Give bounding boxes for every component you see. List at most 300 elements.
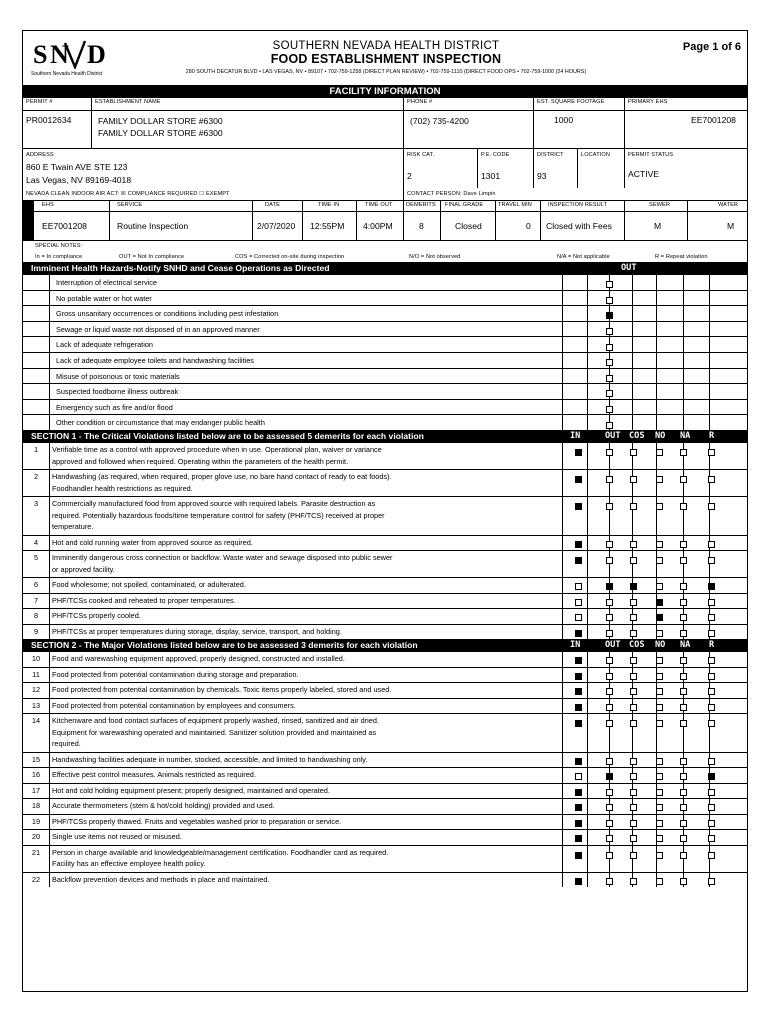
out-checkbox[interactable] <box>606 312 613 319</box>
district-number: 93 <box>537 171 547 181</box>
section1-cos-checkbox[interactable] <box>630 614 637 621</box>
section1-na-checkbox[interactable] <box>680 630 687 637</box>
svc-service: Routine Inspection <box>117 221 189 231</box>
section2-in-checkbox[interactable] <box>575 835 582 842</box>
section1-out-checkbox[interactable] <box>606 503 613 510</box>
column-divider <box>683 470 684 496</box>
section2-cos-checkbox[interactable] <box>630 789 637 796</box>
out-checkbox[interactable] <box>606 406 613 413</box>
item-number: 9 <box>33 626 39 636</box>
section1-col-in: IN <box>570 431 581 441</box>
section1-na-checkbox[interactable] <box>680 599 687 606</box>
column-divider <box>632 322 633 337</box>
section2-no-checkbox[interactable] <box>656 804 663 811</box>
item-text-line: or approved facility. <box>52 564 115 574</box>
column-divider <box>49 652 50 667</box>
item-text <box>52 846 562 870</box>
section2-na-checkbox[interactable] <box>680 804 687 811</box>
special-notes-row <box>23 240 747 251</box>
column-divider <box>562 353 563 368</box>
svc-ehs-label: EHS <box>42 202 54 208</box>
section1-na-checkbox[interactable] <box>680 557 687 564</box>
section1-out-checkbox[interactable] <box>606 449 613 456</box>
section2-r-checkbox[interactable] <box>708 820 715 827</box>
column-divider <box>587 536 588 551</box>
section1-row <box>23 577 747 593</box>
section1-cos-checkbox[interactable] <box>630 541 637 548</box>
section1-col-no: NO <box>655 431 666 441</box>
section2-cos-checkbox[interactable] <box>630 820 637 827</box>
section1-cos-checkbox[interactable] <box>630 449 637 456</box>
out-checkbox[interactable] <box>606 328 613 335</box>
column-divider <box>632 369 633 384</box>
section2-no-checkbox[interactable] <box>656 704 663 711</box>
item-number: 15 <box>31 754 41 764</box>
section1-na-checkbox[interactable] <box>680 503 687 510</box>
section2-r-checkbox[interactable] <box>708 704 715 711</box>
permit-number: PR0012634 <box>26 115 72 125</box>
column-divider <box>747 536 748 551</box>
section1-r-checkbox[interactable] <box>708 630 715 637</box>
item-text <box>52 652 562 665</box>
section1-in-checkbox[interactable] <box>575 599 582 606</box>
section2-out-checkbox[interactable] <box>606 657 613 664</box>
section2-r-checkbox[interactable] <box>708 878 715 885</box>
item-text <box>52 784 562 797</box>
item-number: 19 <box>31 816 41 826</box>
svc-travel-min-label: TRAVEL MIN <box>498 202 532 208</box>
section1-no-checkbox[interactable] <box>656 449 663 456</box>
column-divider <box>683 369 684 384</box>
item-text <box>52 683 562 696</box>
column-divider <box>562 753 563 768</box>
section1-no-checkbox[interactable] <box>656 583 663 590</box>
column-divider <box>587 400 588 415</box>
section2-out-checkbox[interactable] <box>606 673 613 680</box>
section2-cos-checkbox[interactable] <box>630 804 637 811</box>
svg-text:D: D <box>87 40 105 69</box>
item-text <box>52 609 562 622</box>
svg-text:N: N <box>50 40 69 69</box>
section1-out-checkbox[interactable] <box>606 583 613 590</box>
section2-r-checkbox[interactable] <box>708 720 715 727</box>
section2-cos-checkbox[interactable] <box>630 688 637 695</box>
section2-na-checkbox[interactable] <box>680 688 687 695</box>
item-text-line: Verifiable time as a control with approved procedure when in use. Operational plan, waiver or variance <box>52 445 382 454</box>
item-text <box>52 873 562 886</box>
section1-cos-checkbox[interactable] <box>630 599 637 606</box>
section2-no-checkbox[interactable] <box>656 835 663 842</box>
address-label: ADDRESS <box>26 152 54 158</box>
legend-r: R = Repeat violation <box>655 254 708 260</box>
column-divider <box>562 400 563 415</box>
column-divider <box>709 384 710 399</box>
section2-r-checkbox[interactable] <box>708 835 715 842</box>
section2-out-checkbox[interactable] <box>606 688 613 695</box>
section2-r-checkbox[interactable] <box>708 852 715 859</box>
section1-na-checkbox[interactable] <box>680 476 687 483</box>
section1-cos-checkbox[interactable] <box>630 503 637 510</box>
column-divider <box>747 337 748 352</box>
section1-out-checkbox[interactable] <box>606 614 613 621</box>
section1-row <box>23 442 747 469</box>
section1-na-checkbox[interactable] <box>680 541 687 548</box>
section2-r-checkbox[interactable] <box>708 789 715 796</box>
svc-final-grade: Closed <box>455 221 482 231</box>
item-text <box>52 578 562 591</box>
section2-in-checkbox[interactable] <box>575 704 582 711</box>
column-divider <box>562 784 563 799</box>
establishment-label: ESTABLISHMENT NAME <box>95 99 161 105</box>
section1-r-checkbox[interactable] <box>708 503 715 510</box>
item-text-line: Hot and cold holding equipment present; properly designed, maintained and operated. <box>52 785 330 795</box>
section2-cos-checkbox[interactable] <box>630 720 637 727</box>
section1-no-checkbox[interactable] <box>656 630 663 637</box>
section1-row <box>23 550 747 577</box>
column-divider <box>562 291 563 306</box>
column-divider <box>709 337 710 352</box>
column-divider <box>587 668 588 683</box>
section2-in-checkbox[interactable] <box>575 820 582 827</box>
imminent-item-text: Interruption of electrical service <box>56 278 157 287</box>
item-text-line: Kitchenware and food contact surfaces of equipment properly washed, rinsed, sanitized and air dried. <box>52 716 379 725</box>
section1-r-checkbox[interactable] <box>708 476 715 483</box>
section2-cos-checkbox[interactable] <box>630 852 637 859</box>
column-divider <box>49 768 50 783</box>
column-divider <box>587 768 588 783</box>
section2-r-checkbox[interactable] <box>708 758 715 765</box>
section1-r-checkbox[interactable] <box>708 599 715 606</box>
svc-water: M <box>727 221 735 231</box>
section1-no-checkbox[interactable] <box>656 614 663 621</box>
column-divider <box>656 384 657 399</box>
clean-air-act: NEVADA CLEAN INDOOR AIR ACT: ☒ COMPLIANCE REQUIRED ☐ EXEMPT <box>26 191 230 197</box>
column-divider <box>562 275 563 290</box>
item-number: 18 <box>31 801 41 810</box>
svc-water-label: WATER <box>718 202 739 208</box>
section2-in-checkbox[interactable] <box>575 688 582 695</box>
section1-na-checkbox[interactable] <box>680 614 687 621</box>
section2-row <box>23 872 747 888</box>
section2-out-checkbox[interactable] <box>606 835 613 842</box>
column-divider <box>49 337 50 352</box>
section1-cos-checkbox[interactable] <box>630 557 637 564</box>
item-number: 22 <box>31 874 41 884</box>
column-divider <box>587 625 588 640</box>
item-text-line: Backflow prevention devices and methods in place and maintained. <box>52 874 270 884</box>
section2-in-checkbox[interactable] <box>575 789 582 796</box>
column-divider <box>656 322 657 337</box>
section1-out-checkbox[interactable] <box>606 476 613 483</box>
section2-r-checkbox[interactable] <box>708 773 715 780</box>
section2-na-checkbox[interactable] <box>680 820 687 827</box>
section2-cos-checkbox[interactable] <box>630 704 637 711</box>
column-divider <box>562 668 563 683</box>
section1-in-checkbox[interactable] <box>575 614 582 621</box>
column-divider <box>709 551 710 577</box>
item-text <box>52 815 562 828</box>
out-checkbox[interactable] <box>606 281 613 288</box>
section2-out-checkbox[interactable] <box>606 820 613 827</box>
column-divider <box>683 275 684 290</box>
column-divider <box>49 322 50 337</box>
section1-in-checkbox[interactable] <box>575 476 582 483</box>
section1-cos-checkbox[interactable] <box>630 476 637 483</box>
imminent-row <box>23 352 747 368</box>
section2-cos-checkbox[interactable] <box>630 673 637 680</box>
column-divider <box>49 353 50 368</box>
section2-na-checkbox[interactable] <box>680 789 687 796</box>
section1-cos-checkbox[interactable] <box>630 583 637 590</box>
imminent-item-text: Sewage or liquid waste not disposed of in an approved manner <box>56 324 260 334</box>
section1-in-checkbox[interactable] <box>575 630 582 637</box>
section2-r-checkbox[interactable] <box>708 673 715 680</box>
special-notes-label: SPECIAL NOTES: <box>35 243 83 249</box>
column-divider <box>683 306 684 321</box>
item-text <box>52 551 562 575</box>
section2-in-checkbox[interactable] <box>575 852 582 859</box>
column-divider <box>587 353 588 368</box>
section1-no-checkbox[interactable] <box>656 599 663 606</box>
section2-out-checkbox[interactable] <box>606 758 613 765</box>
section2-no-checkbox[interactable] <box>656 789 663 796</box>
column-divider <box>656 306 657 321</box>
section1-cos-checkbox[interactable] <box>630 630 637 637</box>
section1-out-checkbox[interactable] <box>606 599 613 606</box>
column-divider <box>709 846 710 872</box>
inspection-form <box>22 30 748 992</box>
section2-out-checkbox[interactable] <box>606 704 613 711</box>
item-number: 1 <box>33 445 39 454</box>
column-divider <box>632 443 633 469</box>
section2-na-checkbox[interactable] <box>680 878 687 885</box>
column-divider <box>562 609 563 624</box>
section2-no-checkbox[interactable] <box>656 720 663 727</box>
section1-no-checkbox[interactable] <box>656 476 663 483</box>
section2-na-checkbox[interactable] <box>680 720 687 727</box>
section2-no-checkbox[interactable] <box>656 773 663 780</box>
column-divider <box>49 497 50 535</box>
address-line-1: 860 E Twain AVE STE 123 <box>26 162 128 172</box>
column-divider <box>632 400 633 415</box>
item-number: 7 <box>33 595 39 605</box>
column-divider <box>632 337 633 352</box>
column-divider <box>632 415 633 430</box>
section1-na-checkbox[interactable] <box>680 583 687 590</box>
column-divider <box>587 551 588 577</box>
section2-title: SECTION 2 - The Major Violations listed below are to be assessed 3 demerits for each violation <box>31 640 418 650</box>
section2-cos-checkbox[interactable] <box>630 657 637 664</box>
section1-in-checkbox[interactable] <box>575 503 582 510</box>
column-divider <box>562 714 563 752</box>
section2-out-checkbox[interactable] <box>606 773 613 780</box>
column-divider <box>632 470 633 496</box>
section1-r-checkbox[interactable] <box>708 541 715 548</box>
section1-row <box>23 496 747 535</box>
clean-air-row <box>23 188 747 200</box>
section2-no-checkbox[interactable] <box>656 758 663 765</box>
section2-col-no: NO <box>655 640 666 650</box>
column-divider <box>656 291 657 306</box>
section1-out-checkbox[interactable] <box>606 557 613 564</box>
item-text-line: approved and followed when required. Operating within the parameters of the health permit. <box>52 456 349 466</box>
out-checkbox[interactable] <box>606 422 613 429</box>
section2-in-checkbox[interactable] <box>575 773 582 780</box>
imminent-row-margin <box>23 415 49 430</box>
section1-col-cos: COS <box>629 431 645 441</box>
district-label: DISTRICT <box>537 152 564 158</box>
section2-header <box>23 639 747 651</box>
imminent-item-text: Lack of adequate refrigeration <box>56 340 153 350</box>
section2-no-checkbox[interactable] <box>656 878 663 885</box>
out-checkbox[interactable] <box>606 359 613 366</box>
out-checkbox[interactable] <box>606 297 613 304</box>
section1-in-checkbox[interactable] <box>575 557 582 564</box>
permit-status: ACTIVE <box>628 169 660 179</box>
facility-labels-row <box>23 98 747 110</box>
section2-na-checkbox[interactable] <box>680 758 687 765</box>
section2-out-checkbox[interactable] <box>606 789 613 796</box>
section2-out-checkbox[interactable] <box>606 804 613 811</box>
section1-in-checkbox[interactable] <box>575 541 582 548</box>
section2-no-checkbox[interactable] <box>656 688 663 695</box>
section2-in-checkbox[interactable] <box>575 878 582 885</box>
logo-subtitle: Southern Nevada Health District <box>31 71 103 77</box>
legend-na: N/A = Not applicable <box>557 254 610 260</box>
column-divider <box>609 846 610 872</box>
item-text <box>52 470 562 494</box>
section2-in-checkbox[interactable] <box>575 758 582 765</box>
out-checkbox[interactable] <box>606 390 613 397</box>
imminent-row <box>23 399 747 415</box>
section2-in-checkbox[interactable] <box>575 720 582 727</box>
item-text-line: Person in charge available and knowledgeable/management certification. Foodhandler card as required. <box>52 847 389 857</box>
section2-in-checkbox[interactable] <box>575 657 582 664</box>
imminent-item-text: Lack of adequate employee toilets and handwashing facilities <box>56 356 254 365</box>
sqft-label: EST. SQUARE FOOTAGE <box>537 99 605 105</box>
column-divider <box>609 443 610 469</box>
legend-out: OUT = Not In compliance <box>119 254 185 260</box>
section2-in-checkbox[interactable] <box>575 673 582 680</box>
column-divider <box>587 337 588 352</box>
section1-in-checkbox[interactable] <box>575 449 582 456</box>
section2-no-checkbox[interactable] <box>656 673 663 680</box>
section2-out-checkbox[interactable] <box>606 852 613 859</box>
section2-na-checkbox[interactable] <box>680 673 687 680</box>
section1-out-checkbox[interactable] <box>606 630 613 637</box>
section2-in-checkbox[interactable] <box>575 804 582 811</box>
column-divider <box>656 415 657 430</box>
column-divider <box>656 337 657 352</box>
section2-na-checkbox[interactable] <box>680 835 687 842</box>
column-divider <box>562 443 563 469</box>
section1-r-checkbox[interactable] <box>708 583 715 590</box>
column-divider <box>587 873 588 888</box>
section2-na-checkbox[interactable] <box>680 657 687 664</box>
out-checkbox[interactable] <box>606 375 613 382</box>
section2-row <box>23 682 747 698</box>
section2-col-r: R <box>709 640 715 650</box>
column-divider <box>562 551 563 577</box>
svc-demerits-label: DEMERITS <box>406 202 436 208</box>
section1-no-checkbox[interactable] <box>656 557 663 564</box>
section2-na-checkbox[interactable] <box>680 852 687 859</box>
column-divider <box>562 470 563 496</box>
column-divider <box>747 551 748 577</box>
section1-row <box>23 535 747 551</box>
section1-col-out: OUT <box>605 431 621 441</box>
section2-cos-checkbox[interactable] <box>630 758 637 765</box>
section2-r-checkbox[interactable] <box>708 657 715 664</box>
risk-category-label: RISK CAT. <box>407 152 435 158</box>
column-divider <box>747 384 748 399</box>
section2-no-checkbox[interactable] <box>656 852 663 859</box>
section2-cos-checkbox[interactable] <box>630 773 637 780</box>
column-divider <box>562 497 563 535</box>
column-divider <box>49 699 50 714</box>
section1-out-checkbox[interactable] <box>606 541 613 548</box>
section2-no-checkbox[interactable] <box>656 820 663 827</box>
column-divider <box>683 291 684 306</box>
column-divider <box>562 683 563 698</box>
column-divider <box>747 470 748 496</box>
column-divider <box>656 275 657 290</box>
imminent-row <box>23 305 747 321</box>
section1-no-checkbox[interactable] <box>656 541 663 548</box>
column-divider <box>747 815 748 830</box>
section2-cos-checkbox[interactable] <box>630 835 637 842</box>
section2-r-checkbox[interactable] <box>708 688 715 695</box>
item-number: 20 <box>31 832 41 841</box>
section2-row <box>23 829 747 845</box>
imminent-row <box>23 368 747 384</box>
section2-out-checkbox[interactable] <box>606 720 613 727</box>
section2-out-checkbox[interactable] <box>606 878 613 885</box>
item-text-line: Equipment for warewashing operated and maintained. Sanitizer solution provided and maintained as <box>52 727 377 737</box>
column-divider <box>562 384 563 399</box>
section2-r-checkbox[interactable] <box>708 804 715 811</box>
column-divider <box>632 275 633 290</box>
column-divider <box>587 714 588 752</box>
section1-in-checkbox[interactable] <box>575 583 582 590</box>
column-divider <box>587 784 588 799</box>
section1-no-checkbox[interactable] <box>656 503 663 510</box>
item-text <box>52 753 562 766</box>
out-checkbox[interactable] <box>606 344 613 351</box>
section2-row <box>23 651 747 667</box>
column-divider <box>632 384 633 399</box>
svc-final-grade-label: FINAL GRADE <box>445 202 484 208</box>
item-text-line: required. <box>52 739 81 748</box>
item-text-line: PHF/TCSs cooked and reheated to proper temperatures. <box>52 595 236 605</box>
section1-r-checkbox[interactable] <box>708 557 715 564</box>
section2-cos-checkbox[interactable] <box>630 878 637 885</box>
column-divider <box>587 291 588 306</box>
section2-na-checkbox[interactable] <box>680 773 687 780</box>
column-divider <box>49 551 50 577</box>
imminent-row <box>23 274 747 290</box>
column-divider <box>49 815 50 830</box>
section1-r-checkbox[interactable] <box>708 449 715 456</box>
section2-no-checkbox[interactable] <box>656 657 663 664</box>
section1-r-checkbox[interactable] <box>708 614 715 621</box>
section2-na-checkbox[interactable] <box>680 704 687 711</box>
column-divider <box>562 625 563 640</box>
section1-na-checkbox[interactable] <box>680 449 687 456</box>
column-divider <box>49 470 50 496</box>
item-number: 4 <box>33 537 39 547</box>
form-title: FOOD ESTABLISHMENT INSPECTION <box>270 52 502 66</box>
